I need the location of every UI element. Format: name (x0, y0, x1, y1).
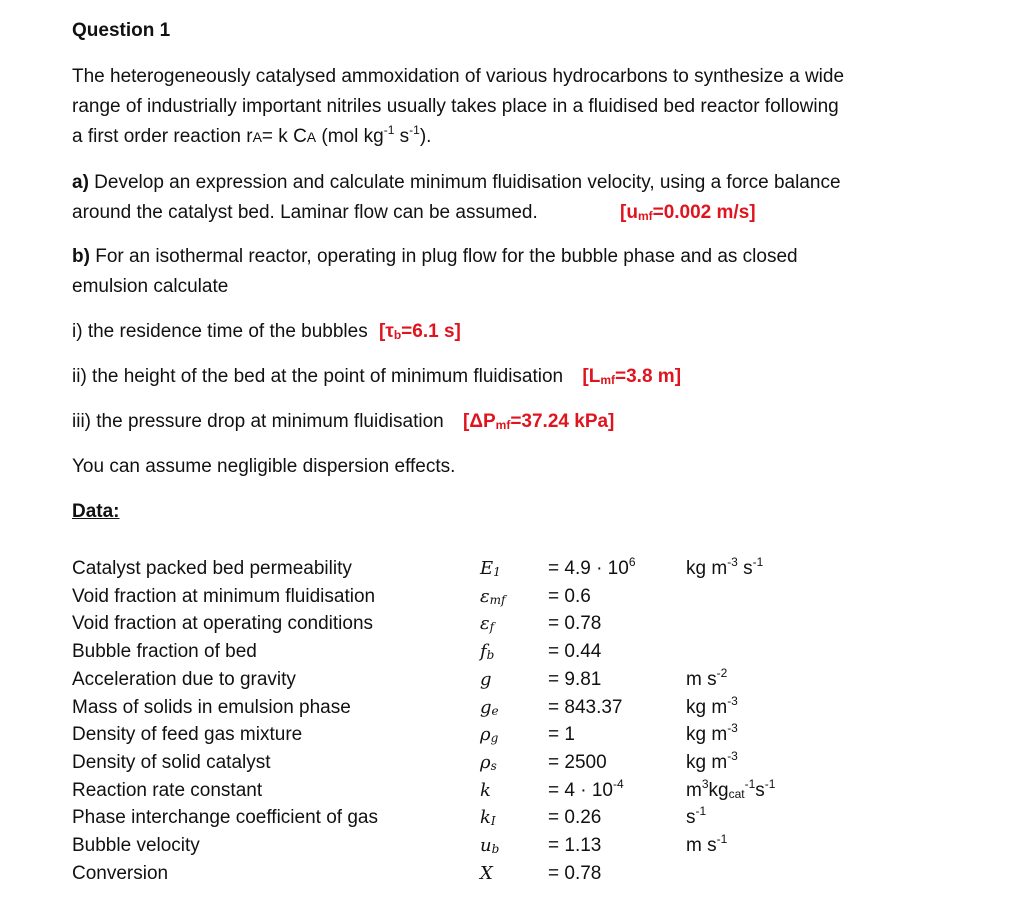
unit-part: kg m (686, 724, 728, 745)
unit-part: m s (686, 669, 717, 690)
symbol-subscript: e (491, 704, 499, 718)
value-text: = 0.78 (548, 613, 602, 634)
data-row-label: Acceleration due to gravity (72, 669, 296, 690)
unit-exponent: -1 (744, 777, 756, 791)
data-row-label: Density of solid catalyst (72, 752, 271, 773)
unit-exponent: -1 (752, 555, 764, 569)
part-b-iii: iii) the pressure drop at minimum fluidisation [$\Delta P_{mf}=37.24$ kPa] (72, 411, 615, 432)
symbol-subscript: s (490, 759, 497, 773)
data-row-label: Void fraction at minimum fluidisation (72, 586, 376, 607)
symbol-main: k (480, 780, 491, 801)
unit-part: s (686, 807, 696, 828)
part-b-ii: ii) the height of the bed at the point of minimum fluidisation [$L_{mf}=3.8$ m] (72, 366, 682, 387)
symbol-subscript: b (486, 648, 495, 662)
data-row-unit (686, 555, 764, 580)
part-b-line-2: emulsion calculate (72, 276, 229, 297)
symbol-main: u (480, 835, 492, 856)
data-row-unit (686, 721, 738, 746)
data-row-symbol (480, 752, 497, 773)
unit-part: m (686, 780, 702, 801)
symbol-subscript: g (490, 731, 499, 745)
part-a-line-1: a) Develop an expression and calculate minimum fluidisation velocity, using a force balance (72, 172, 841, 193)
unit-part: s (755, 780, 765, 801)
value-text: = 4 · 10 (548, 780, 613, 801)
data-row-label: Catalyst packed bed permeability (72, 558, 352, 579)
unit-part: kg m (686, 697, 728, 718)
intro-line-2: range of industrially important nitriles usually takes place in a fluidised bed reactor following (72, 96, 839, 117)
data-row-symbol (480, 613, 494, 634)
symbol-main: f (480, 641, 487, 662)
data-row-value (548, 586, 591, 608)
assumption-note: You can assume negligible dispersion effects. (72, 456, 456, 477)
data-row-label: Mass of solids in emulsion phase (72, 697, 351, 718)
data-row-value (548, 863, 601, 885)
symbol-main: X (480, 863, 493, 884)
data-row-symbol (480, 697, 499, 718)
value-text: = 4.9 · 10 (548, 558, 629, 579)
unit-exponent: -3 (727, 555, 738, 569)
question-title: Question 1 (72, 20, 171, 41)
unit-part: kg m (686, 752, 728, 773)
data-row-value (548, 752, 607, 774)
symbol-main: ε (480, 586, 490, 607)
data-row-symbol (480, 724, 498, 745)
unit-exponent: -1 (764, 777, 776, 791)
data-row-symbol (480, 669, 492, 690)
part-a-answer: [$u_{mf}=0.002$ m/s] (620, 202, 756, 223)
part-b-iii-answer: [$\Delta P_{mf}=37.24$ kPa] (463, 411, 615, 432)
data-row-label: Phase interchange coefficient of gas (72, 807, 378, 828)
data-row-symbol (480, 558, 501, 579)
data-row-label: Bubble fraction of bed (72, 641, 257, 662)
symbol-main: g (480, 669, 492, 690)
data-row-label: Void fraction at operating conditions (72, 613, 374, 634)
value-text: = 0.78 (548, 863, 602, 884)
symbol-main: ρ (480, 752, 491, 773)
value-text: = 9.81 (548, 669, 602, 690)
data-row-symbol (480, 586, 506, 607)
symbol-main: E (480, 558, 494, 579)
data-row-unit (686, 804, 707, 829)
value-text: = 0.44 (548, 641, 602, 662)
value-text: = 1 (548, 724, 575, 745)
data-row-label: Conversion (72, 863, 169, 884)
unit-exponent: 3 (701, 777, 709, 791)
part-b-i-answer: [$\tau_b=6.1$ s] (379, 321, 461, 342)
value-text: = 2500 (548, 752, 607, 773)
part-b-i: i) the residence time of the bubbles [$\tau_b=6.1$ s] (72, 321, 461, 342)
intro-line-3: a first order reaction rA= k CA (mol $kg^{-1}$ $s^{-1}$). (72, 123, 432, 147)
data-row-symbol (480, 863, 493, 884)
unit-exponent: -1 (716, 832, 728, 846)
value-text: = 843.37 (548, 697, 623, 718)
unit-subscript: cat (728, 787, 745, 801)
unit-part: kg m (686, 558, 728, 579)
data-row-symbol (480, 835, 499, 856)
unit-exponent: -1 (695, 804, 707, 818)
data-row-value (548, 613, 601, 635)
data-heading: Data: (72, 501, 120, 522)
unit-part: s (737, 558, 753, 579)
data-row-unit (686, 666, 728, 691)
data-row-label: Bubble velocity (72, 835, 200, 856)
value-exponent: 6 (628, 555, 636, 569)
unit-exponent: -3 (727, 749, 738, 763)
symbol-subscript: f (489, 620, 495, 634)
data-row-value (548, 697, 623, 719)
data-row-symbol (480, 641, 494, 662)
data-row-value (548, 777, 624, 802)
unit-exponent: -3 (727, 694, 738, 708)
value-text: = 0.26 (548, 807, 602, 828)
value-text: = 1.13 (548, 835, 602, 856)
symbol-main: ρ (480, 724, 491, 745)
data-row-value (548, 641, 601, 663)
symbol-main: ε (480, 613, 490, 634)
symbol-subscript: mf (489, 593, 506, 607)
symbol-main: g (480, 697, 492, 718)
value-exponent: -4 (612, 777, 624, 791)
symbol-subscript: b (491, 842, 500, 856)
data-row-value (548, 835, 601, 857)
data-row-value (548, 669, 601, 691)
data-row-label: Density of feed gas mixture (72, 724, 303, 745)
data-row-unit (686, 777, 776, 802)
data-row-label: Reaction rate constant (72, 780, 263, 801)
part-b-ii-answer: [$L_{mf}=3.8$ m] (582, 366, 682, 387)
part-b-line-1: b) For an isothermal reactor, operating in plug flow for the bubble phase and as closed (72, 246, 798, 267)
data-row-unit (686, 832, 728, 857)
data-row-unit (686, 694, 738, 719)
data-row-value (548, 555, 636, 580)
data-row-symbol (480, 807, 496, 828)
unit-exponent: -2 (716, 666, 728, 680)
unit-part: m s (686, 835, 717, 856)
data-row-value (548, 807, 601, 829)
data-row-symbol (480, 780, 491, 801)
symbol-subscript: I (490, 814, 496, 828)
value-text: = 0.6 (548, 586, 591, 607)
part-a-line-2: around the catalyst bed. Laminar flow can be assumed. (72, 202, 538, 223)
data-row-unit (686, 749, 738, 774)
symbol-subscript: 1 (493, 565, 501, 579)
intro-line-1: The heterogeneously catalysed ammoxidation of various hydrocarbons to synthesize a wide (72, 66, 845, 87)
unit-part: kg (708, 780, 729, 801)
unit-exponent: -3 (727, 721, 738, 735)
data-row-value (548, 724, 575, 746)
symbol-main: k (480, 807, 491, 828)
